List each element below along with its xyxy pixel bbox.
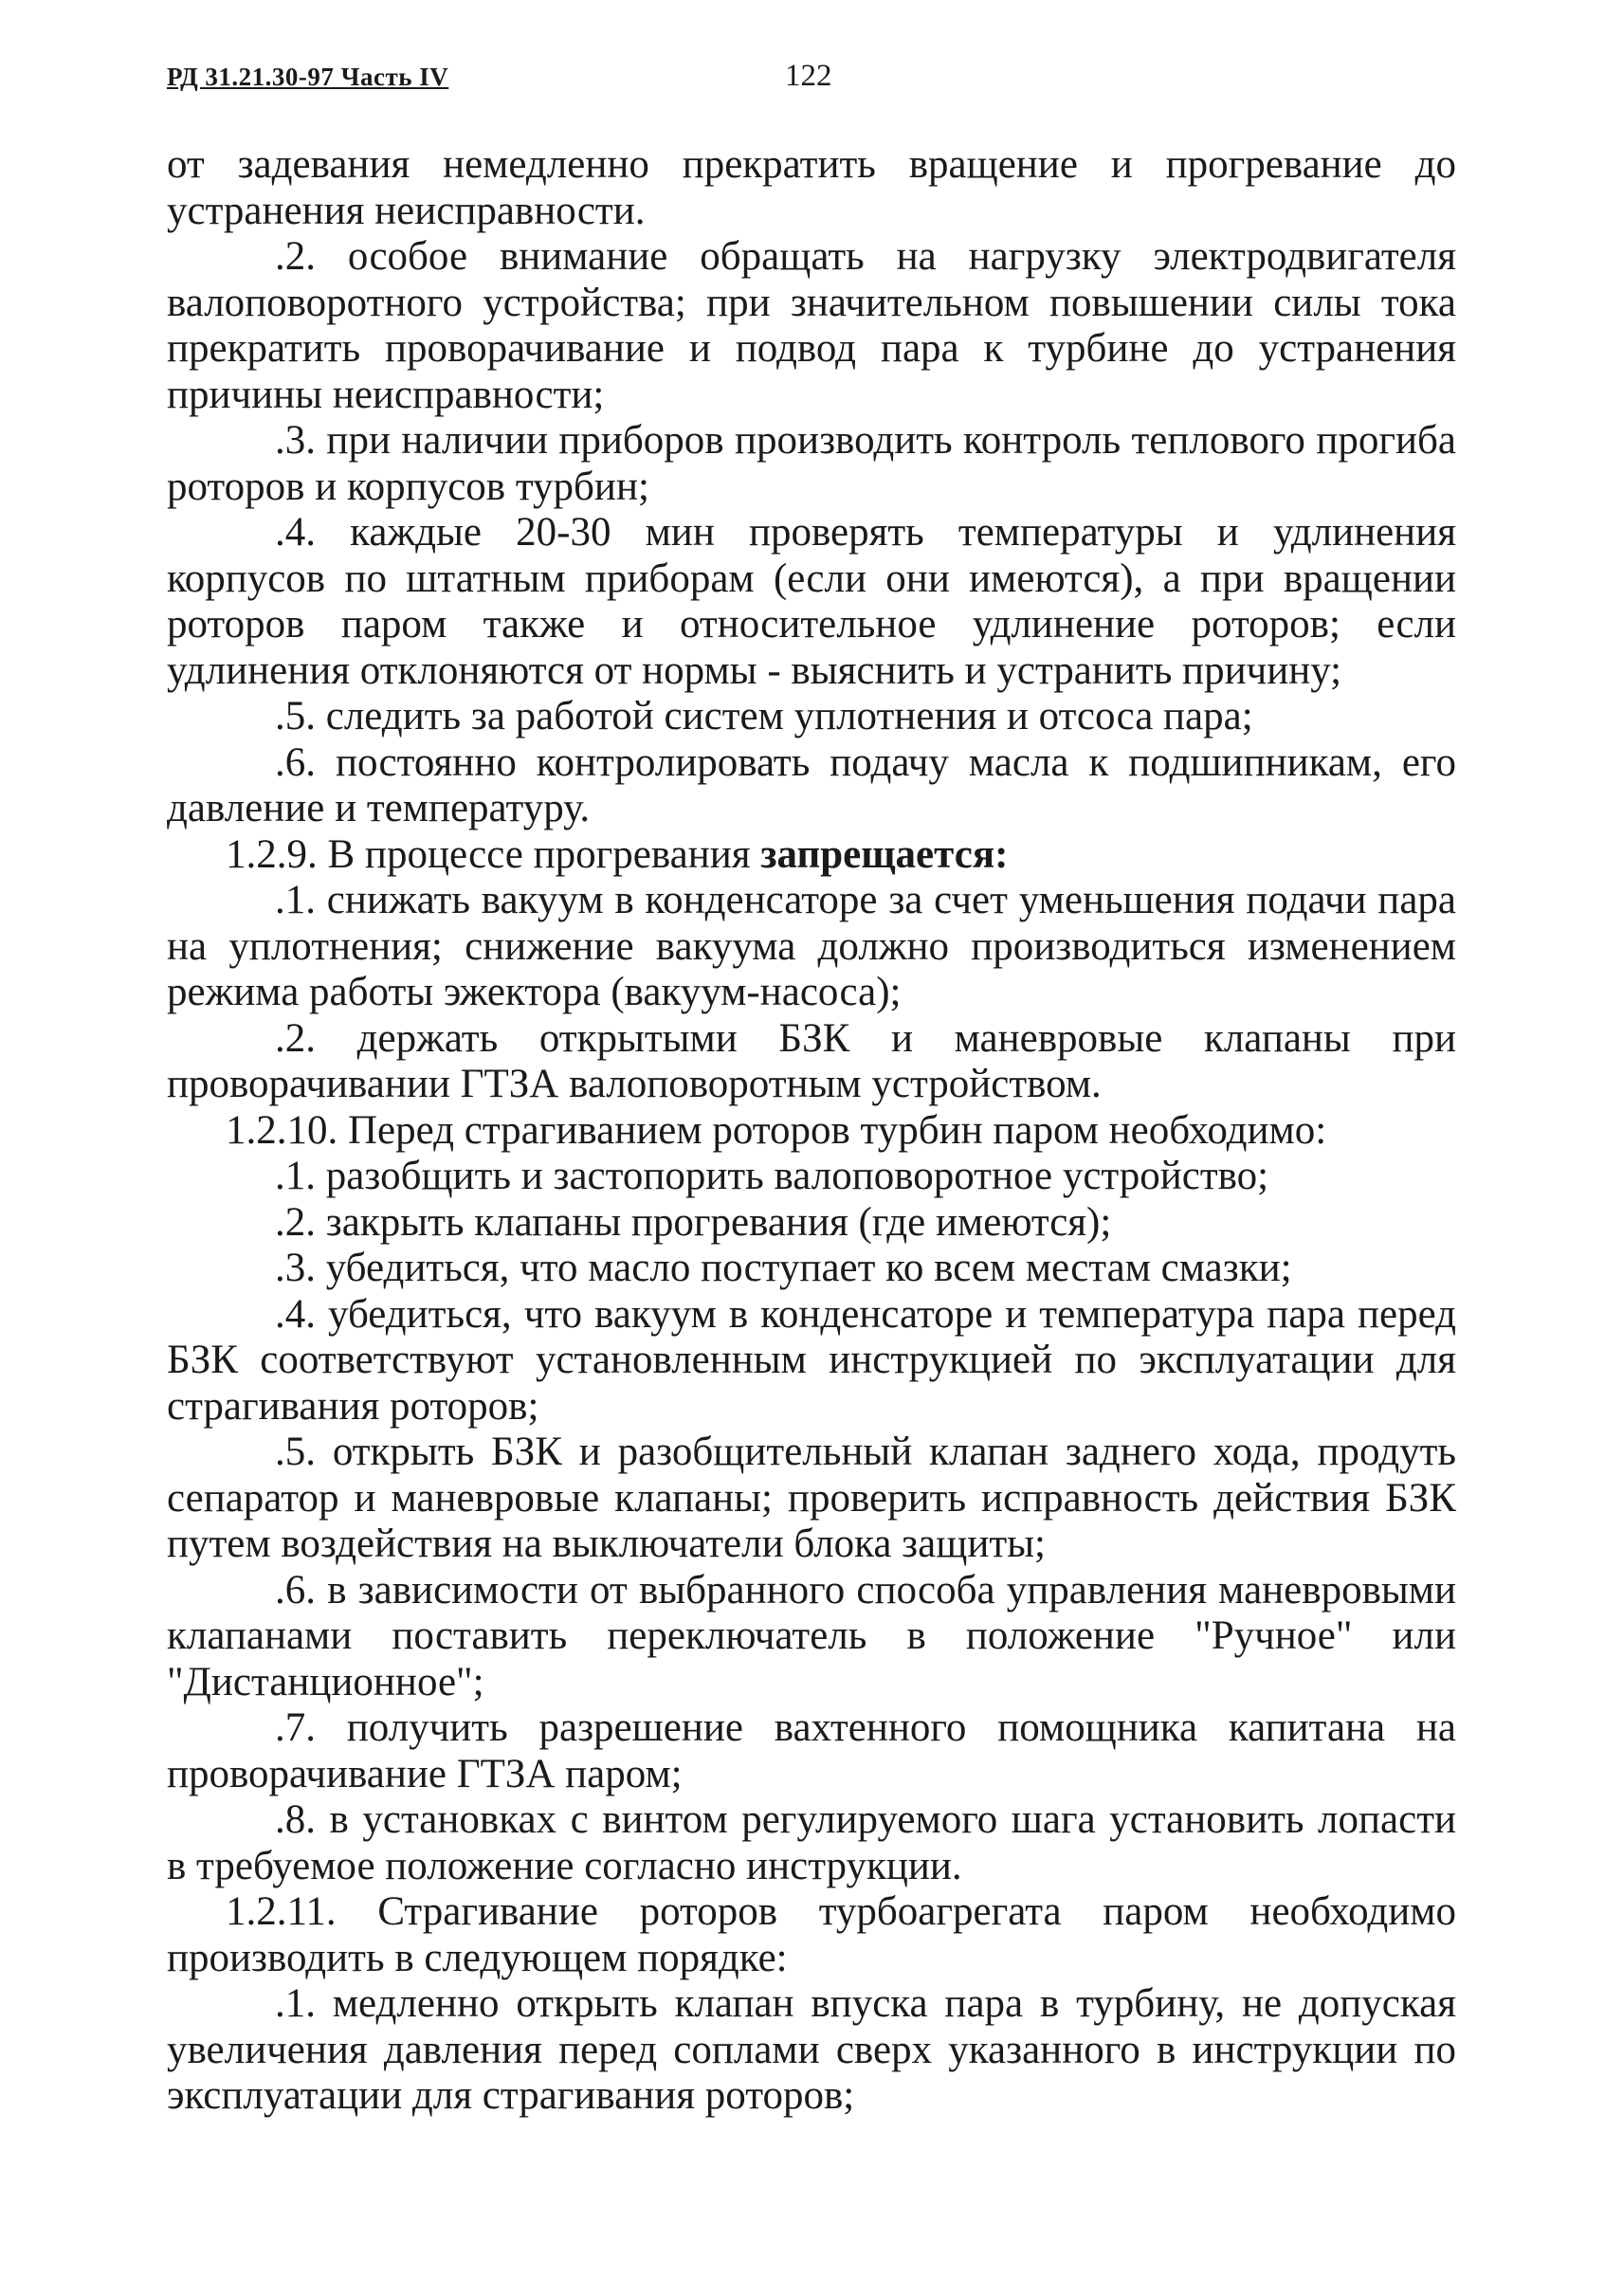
paragraph: 1.2.11. Страгивание роторов турбоагрегата паром необходимо производить в следующем порядке:: [167, 1889, 1456, 1980]
body-text: [167, 142, 1456, 2120]
paragraph: .2. закрыть клапаны прогревания (где имеются);: [275, 1199, 1112, 1245]
page-header: [167, 59, 1456, 106]
paragraph: от задевания немедленно прекратить вращение и прогревание до устранения неисправности.: [167, 142, 1456, 233]
paragraph: .2. особое внимание обращать на нагрузку электродвигателя валоповоротного устройства; при значительном повышении силы тока прекратить проворачивание и подвод пара к турбине до устранения причины неисправности;: [167, 234, 1456, 417]
paragraph: .1. снижать вакуум в конденсаторе за счет уменьшения подачи пара на уплотнения; снижение вакуума должно производиться изменением режима работы эжектора (вакуум-насоса);: [167, 878, 1456, 1014]
paragraph: .6. в зависимости от выбранного способа управления маневровыми клапанами поставить переключатель в положение "Ручное" или "Дистанционное";: [167, 1567, 1456, 1704]
paragraph: .1. разобщить и застопорить валоповоротное устройство;: [275, 1154, 1269, 1198]
paragraph: 1.2.10. Перед страгиванием роторов турбин паром необходимо:: [226, 1107, 1327, 1153]
paragraph: .3. при наличии приборов производить контроль теплового прогиба роторов и корпусов турбин;: [167, 418, 1456, 509]
paragraph: .4. каждые 20-30 мин проверять температуры и удлинения корпусов по штатным приборам (если они имеются), а при вращении роторов паром также и относительное удлинение роторов; если удлинения отклоняются от нормы - выяснить и устранить причину;: [167, 510, 1456, 693]
prohibited-heading: запрещается:: [760, 831, 1009, 877]
paragraph: .3. убедиться, что масло поступает ко всем местам смазки;: [275, 1246, 1292, 1290]
paragraph: .1. медленно открыть клапан впуска пара в турбину, не допуская увеличения давления перед соплами сверх указанного в инструкции по эксплуатации для страгивания роторов;: [167, 1981, 1456, 2118]
paragraph: .2. держать открытыми БЗК и маневровые клапаны при проворачивании ГТЗА валоповоротным устройством.: [167, 1015, 1456, 1106]
paragraph: .5. открыть БЗК и разобщительный клапан заднего хода, продуть сепаратор и маневровые клапаны; проверить исправность действия БЗК путем воздействия на выключатели блока защиты;: [167, 1430, 1456, 1566]
paragraph: [167, 832, 1456, 879]
paragraph: .7. получить разрешение вахтенного помощника капитана на проворачивание ГТЗА паром;: [167, 1705, 1456, 1796]
paragraph: .6. постоянно контролировать подачу масла к подшипникам, его давление и температуру.: [167, 739, 1456, 830]
paragraph: .5. следить за работой систем уплотнения и отсоса пара;: [275, 694, 1253, 738]
paragraph-text: 1.2.9. В процессе прогревания: [226, 831, 761, 877]
paragraph: .4. убедиться, что вакуум в конденсаторе и температура пара перед БЗК соответствуют установленным инструкцией по эксплуатации для страгивания роторов;: [167, 1291, 1456, 1429]
page-number: 122: [785, 59, 832, 93]
document-code: РД 31.21.30-97 Часть IV: [167, 63, 449, 91]
paragraph: .8. в установках с винтом регулируемого шага установить лопасти в требуемое положение согласно инструкции.: [167, 1797, 1456, 1888]
